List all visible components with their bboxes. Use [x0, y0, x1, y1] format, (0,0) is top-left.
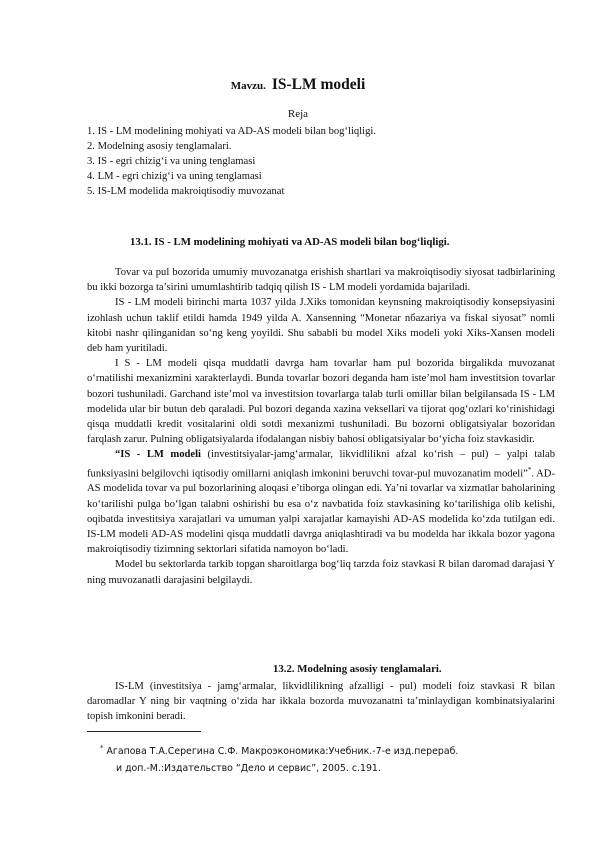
paragraph: IS - LM modeli birinchi marta 1037 yilda J.Xiks tomonidan keynsning makroiqtisodiy konsepsiyasini izohlash uchun taklif etildi hamda 1949 yilda A. Xansenning “Monetar nбazariya va fiskal siyosat” nomli kitobi nashr qilinganidan so‘ng keng yoyildi. Shu sababli bu model Xiks modeli yoki Xiks-Xansen modeli deb ham yuritiladi. [87, 297, 555, 355]
document-title [0, 76, 596, 94]
plan-item: 2. Modelning asosiy tenglamalari. [87, 141, 232, 152]
footnote-mark: * [100, 744, 104, 752]
title-main: IS-LM modeli [271, 76, 366, 93]
plan-item: 4. LM - egri chizig‘i va uning tenglamasi [87, 171, 262, 182]
bold-term: “IS - LM modeli [115, 449, 201, 461]
paragraph: Model bu sektorlarda tarkib topgan sharoitlarga bog‘liq tarzda foiz stavkasi R bilan daromad darajasi Y ning muvozanatli darajasini belgilaydi. [87, 559, 555, 586]
section-2-heading: 13.2. Modelning asosiy tenglamalari. [273, 663, 442, 675]
title-prefix: Mavzu. [230, 80, 266, 92]
paragraph [87, 447, 555, 557]
section-1-heading: 13.1. IS - LM modelining mohiyati va AD-AS modeli bilan bog‘liqligi. [130, 236, 450, 248]
plan-item: 5. IS-LM modelida makroiqtisodiy muvozanat [87, 186, 285, 197]
footnote-line: и доп.-М.:Издательство “Дело и сервис”, 2005. с.191. [116, 762, 381, 774]
footnote [100, 740, 458, 777]
paragraph-text: (investitsiyalar-jamg‘armalar, likvidlilikni afzal ko‘rish – pul) – yalpi talab funksiyasini belgilovchi iqtisodiy omillarni aniqlash imkonini beruvchi tovar-pul muvozanatim modeli” [87, 449, 556, 480]
paragraph: Tovar va pul bozorida umumiy muvozanatga erishish shartlari va makroiqtisodiy siyosat tadbirlarining bu ikki bozorga ta’sirini umumlashtirib tadqiq qilish IS - LM modeli yordamida bajariladi. [87, 267, 555, 294]
plan-heading: Reja [287, 108, 309, 120]
plan-item: 1. IS - LM modelining mohiyati va AD-AS modeli bilan bog‘liqligi. [87, 126, 376, 137]
footnote-line: Агапова Т.А.Серегина С.Ф. Макроэкономика:Учебник.-7-е изд.перераб. [106, 746, 459, 758]
plan-item: 3. IS - egri chizig‘i va uning tenglamasi [87, 156, 256, 167]
section-2-body [87, 679, 555, 725]
footnote-ref: * [527, 465, 532, 474]
footnote-divider [87, 731, 201, 732]
section-1-body [87, 265, 555, 588]
paragraph: IS-LM (investitsiya - jamg‘armalar, likvidlilikning afzalligi - pul) modeli foiz stavkasi R bilan daromadlar Y ning bir vaqtning o‘zida har ikkala bozorda muvozanatni ta’minlaydigan kombinatsiyalarini topish imkonini beradi. [87, 681, 555, 723]
paragraph: I S - LM modeli qisqa muddatli davrga ham tovarlar ham pul bozorida birgalikda muvozanat o‘rnatilishi mexanizmini xarakterlaydi. Bunda tovarlar bozori deganda ham iste’mol ham investitsion tovarlar bozori tushuniladi. Garchand iste’mol va investitsion tovarlarga talab turli omillar bilan belgilansada IS - LM modelida ular bir butun deb qaraladi. Pul bozori deganda xazina veksellari va tijorat qog‘ozlari ko‘rinishidagi qisqa muddatli kredit vositalarini oldi sotdi mexanizmi tushuniladi. Bu bozorni obligatsiyalar bozoridan farqlash zarur. Pulning obligatsiyalarda ifodalangan nisbiy bahosi obligatsiyalar bo‘yicha foiz stavkasidir. [87, 358, 555, 446]
paragraph-text: . AD-AS modelida tovar va pul bozorlarining aloqasi e’tiborga olingan edi. Ya’ni tovarlar va xizmatlar baholarining ko‘tarilishi pulga bo‘lgan talabni oshirishi bu esa o‘z navbatida foiz stavkasining ko‘tarilishiga olib kelishi, oqibatda investitsiya xarajatlari va umuman yalpi xarajatlar kamayishi AD-AS modelida ko‘zda tutilgan edi. IS-LM modeli AD-AS modelini qisqa muddatli davrga aniqlashtiradi va bu modelda har ikkala bozor yagona makroiqtisodiy tizimning sektorlari sifatida namoyon bo‘ladi. [87, 468, 555, 556]
plan-list [87, 124, 376, 199]
